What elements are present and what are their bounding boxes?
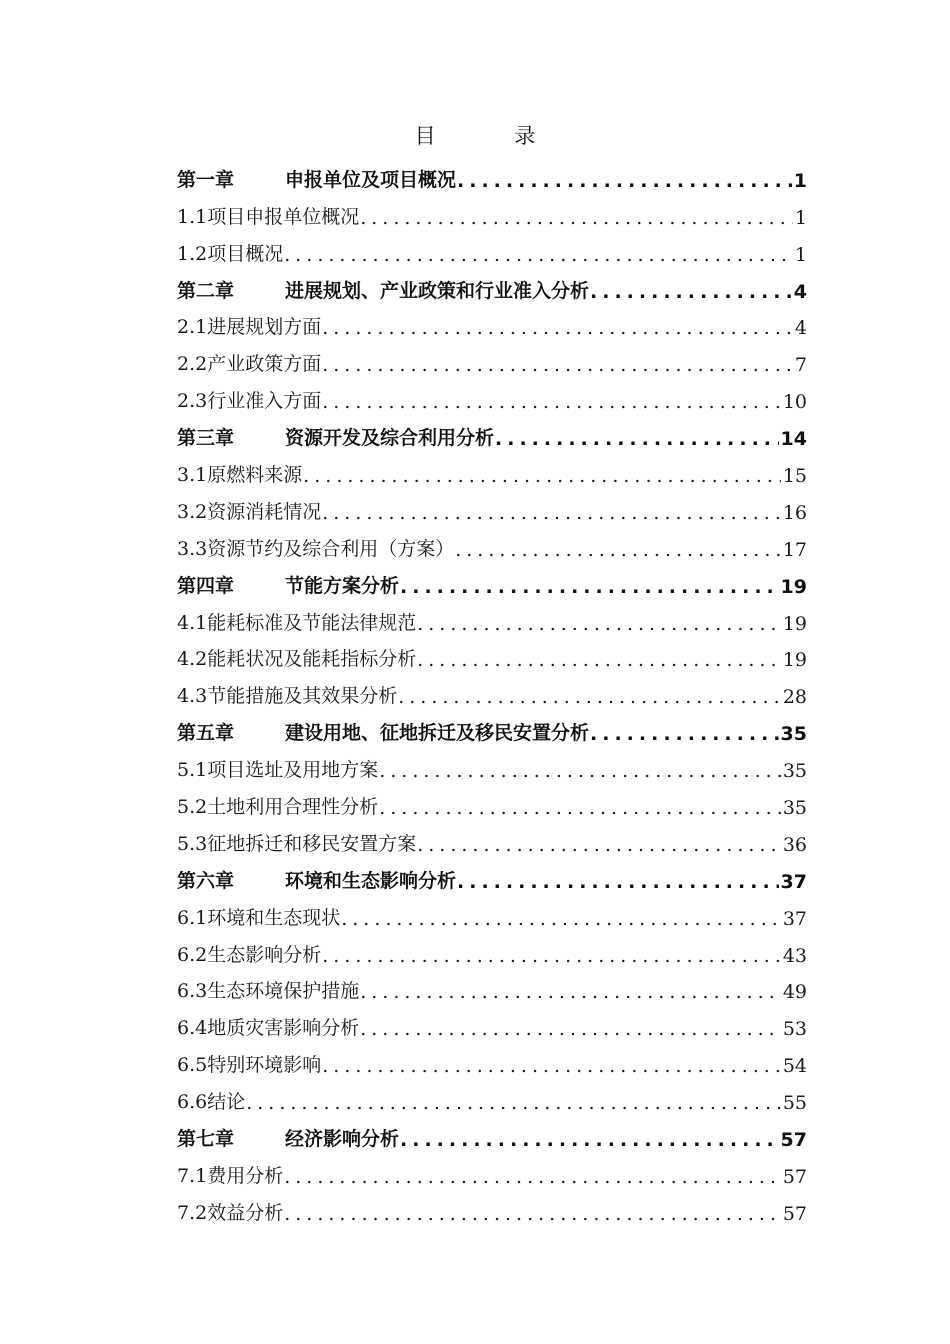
dot-leader — [322, 502, 781, 524]
dot-leader — [284, 1203, 781, 1225]
dot-leader — [341, 908, 781, 930]
toc-section-entry[interactable] — [177, 967, 807, 1004]
dot-leader — [322, 391, 781, 413]
toc-entry-label: 资源开发及综合利用分析 — [285, 427, 495, 450]
toc-page-number: 35 — [782, 797, 807, 820]
dot-leader — [360, 1018, 781, 1040]
toc-section-entry[interactable] — [177, 1151, 807, 1188]
dot-leader — [417, 613, 781, 635]
toc-title: 目 录 — [414, 124, 572, 148]
toc-section-entry[interactable] — [177, 671, 807, 708]
toc-chapter-entry[interactable] — [177, 413, 807, 450]
toc-section-entry[interactable] — [177, 819, 807, 856]
toc-section-entry[interactable] — [177, 303, 807, 340]
toc-page-number: 37 — [780, 870, 807, 893]
toc-entry-label: 2.1进展规划方面 — [177, 316, 322, 339]
toc-entry-label: 5.1项目选址及用地方案 — [177, 759, 379, 782]
toc-section-entry[interactable] — [177, 339, 807, 376]
toc-entry-label: 6.3生态环境保护措施 — [177, 980, 360, 1003]
toc-section-entry[interactable] — [177, 635, 807, 672]
toc-entry-label: 6.5特别环境影响 — [177, 1054, 322, 1077]
dot-leader — [322, 945, 781, 967]
toc-page-number: 4 — [794, 317, 807, 340]
chapter-number: 第二章 — [177, 279, 235, 302]
chapter-number: 第五章 — [177, 722, 235, 745]
toc-entry-label: 1.2项目概况 — [177, 242, 284, 265]
dot-leader — [457, 871, 779, 893]
toc-entry-label: 进展规划、产业政策和行业准入分析 — [285, 279, 590, 302]
toc-section-entry[interactable] — [177, 450, 807, 487]
toc-section-entry[interactable] — [177, 487, 807, 524]
toc-section-entry[interactable] — [177, 930, 807, 967]
dot-leader — [398, 686, 781, 708]
dot-leader — [400, 1129, 779, 1151]
chapter-number: 第三章 — [177, 427, 235, 450]
toc-chapter-entry[interactable] — [177, 155, 807, 192]
toc-page-number: 43 — [782, 944, 807, 967]
toc-entry-label: 3.1原燃料来源 — [177, 464, 303, 487]
toc-page-number: 57 — [782, 1165, 807, 1188]
toc-section-entry[interactable] — [177, 893, 807, 930]
dot-leader — [246, 1092, 781, 1114]
dot-leader — [360, 981, 781, 1003]
dot-leader — [284, 244, 793, 266]
dot-leader — [322, 317, 793, 339]
toc-entry-label: 4.3节能措施及其效果分析 — [177, 685, 398, 708]
toc-chapter-entry[interactable] — [177, 708, 807, 745]
toc-page-number: 35 — [782, 760, 807, 783]
toc-entry-label: 经济影响分析 — [285, 1128, 400, 1151]
dot-leader — [417, 649, 781, 671]
dot-leader — [457, 170, 792, 192]
toc-page-number: 19 — [782, 612, 807, 635]
dot-leader — [379, 797, 781, 819]
toc-chapter-entry[interactable] — [177, 266, 807, 303]
toc-section-entry[interactable] — [177, 376, 807, 413]
toc-page-number: 1 — [794, 206, 807, 229]
toc-entry-label: 节能方案分析 — [285, 574, 400, 597]
toc-entry-label: 7.1费用分析 — [177, 1164, 284, 1187]
toc-page-number: 49 — [782, 981, 807, 1004]
toc-entry-label: 6.1环境和生态现状 — [177, 906, 341, 929]
dot-leader — [322, 354, 793, 376]
toc-entry-label: 申报单位及项目概况 — [285, 168, 457, 191]
dot-leader — [417, 834, 781, 856]
toc-entry-label: 6.2生态影响分析 — [177, 943, 322, 966]
chapter-number: 第四章 — [177, 574, 235, 597]
toc-page-number: 57 — [780, 1129, 807, 1152]
toc-page-number: 54 — [782, 1055, 807, 1078]
toc-page-number: 1 — [793, 169, 807, 192]
toc-section-entry[interactable] — [177, 1040, 807, 1077]
toc-chapter-entry[interactable] — [177, 856, 807, 893]
toc-section-entry[interactable] — [177, 192, 807, 229]
toc-section-entry[interactable] — [177, 598, 807, 635]
toc-page-number: 10 — [782, 391, 807, 414]
toc-entry-label: 4.2能耗状况及能耗指标分析 — [177, 648, 417, 671]
toc-page-number: 15 — [782, 465, 807, 488]
dot-leader — [379, 760, 781, 782]
dot-leader — [400, 576, 779, 598]
toc-page-number: 4 — [793, 280, 807, 303]
toc-page-number: 35 — [780, 723, 807, 746]
dot-leader — [322, 1055, 781, 1077]
toc-entry-label: 5.2土地利用合理性分析 — [177, 796, 379, 819]
dot-leader — [590, 281, 792, 303]
toc-section-entry[interactable] — [177, 524, 807, 561]
dot-leader — [455, 539, 781, 561]
toc-entry-label: 建设用地、征地拆迁及移民安置分析 — [285, 722, 590, 745]
toc-entry-label: 7.2效益分析 — [177, 1201, 284, 1224]
toc-entry-label: 6.4地质灾害影响分析 — [177, 1017, 360, 1040]
toc-section-entry[interactable] — [177, 229, 807, 266]
chapter-number: 第六章 — [177, 869, 235, 892]
toc-entry-label: 3.3资源节约及综合利用（方案） — [177, 537, 455, 560]
dot-leader — [360, 207, 793, 229]
toc-entry-label: 2.2产业政策方面 — [177, 353, 322, 376]
toc-page-number: 57 — [782, 1202, 807, 1225]
toc-section-entry[interactable] — [177, 1077, 807, 1114]
toc-section-entry[interactable] — [177, 745, 807, 782]
toc-entry-label: 环境和生态影响分析 — [285, 869, 457, 892]
toc-page-number: 19 — [780, 575, 807, 598]
chapter-number: 第一章 — [177, 168, 235, 191]
toc-entry-label: 5.3征地拆迁和移民安置方案 — [177, 832, 417, 855]
toc-section-entry[interactable] — [177, 782, 807, 819]
toc-list — [177, 155, 807, 1225]
toc-entry-label: 3.2资源消耗情况 — [177, 500, 322, 523]
dot-leader — [495, 428, 779, 450]
dot-leader — [303, 465, 781, 487]
toc-page-number: 37 — [782, 907, 807, 930]
toc-section-entry[interactable] — [177, 1003, 807, 1040]
dot-leader — [284, 1166, 781, 1188]
toc-entry-label: 4.1能耗标准及节能法律规范 — [177, 611, 417, 634]
toc-page-number: 55 — [782, 1092, 807, 1115]
toc-entry-label: 6.6结论 — [177, 1091, 246, 1114]
toc-page-number: 28 — [782, 686, 807, 709]
toc-section-entry[interactable] — [177, 1188, 807, 1225]
toc-page-number: 1 — [794, 243, 807, 266]
toc-page-number: 16 — [782, 501, 807, 524]
toc-entry-label: 2.3行业准入方面 — [177, 390, 322, 413]
toc-page-number: 7 — [794, 354, 807, 377]
toc-entry-label: 1.1项目申报单位概况 — [177, 205, 360, 228]
toc-chapter-entry[interactable] — [177, 561, 807, 598]
toc-page-number: 53 — [782, 1018, 807, 1041]
toc-chapter-entry[interactable] — [177, 1114, 807, 1151]
toc-page-number: 17 — [782, 538, 807, 561]
dot-leader — [590, 723, 779, 745]
toc-page-number: 19 — [782, 649, 807, 672]
toc-page-number: 14 — [780, 428, 807, 451]
toc-page-number: 36 — [782, 833, 807, 856]
chapter-number: 第七章 — [177, 1128, 235, 1151]
